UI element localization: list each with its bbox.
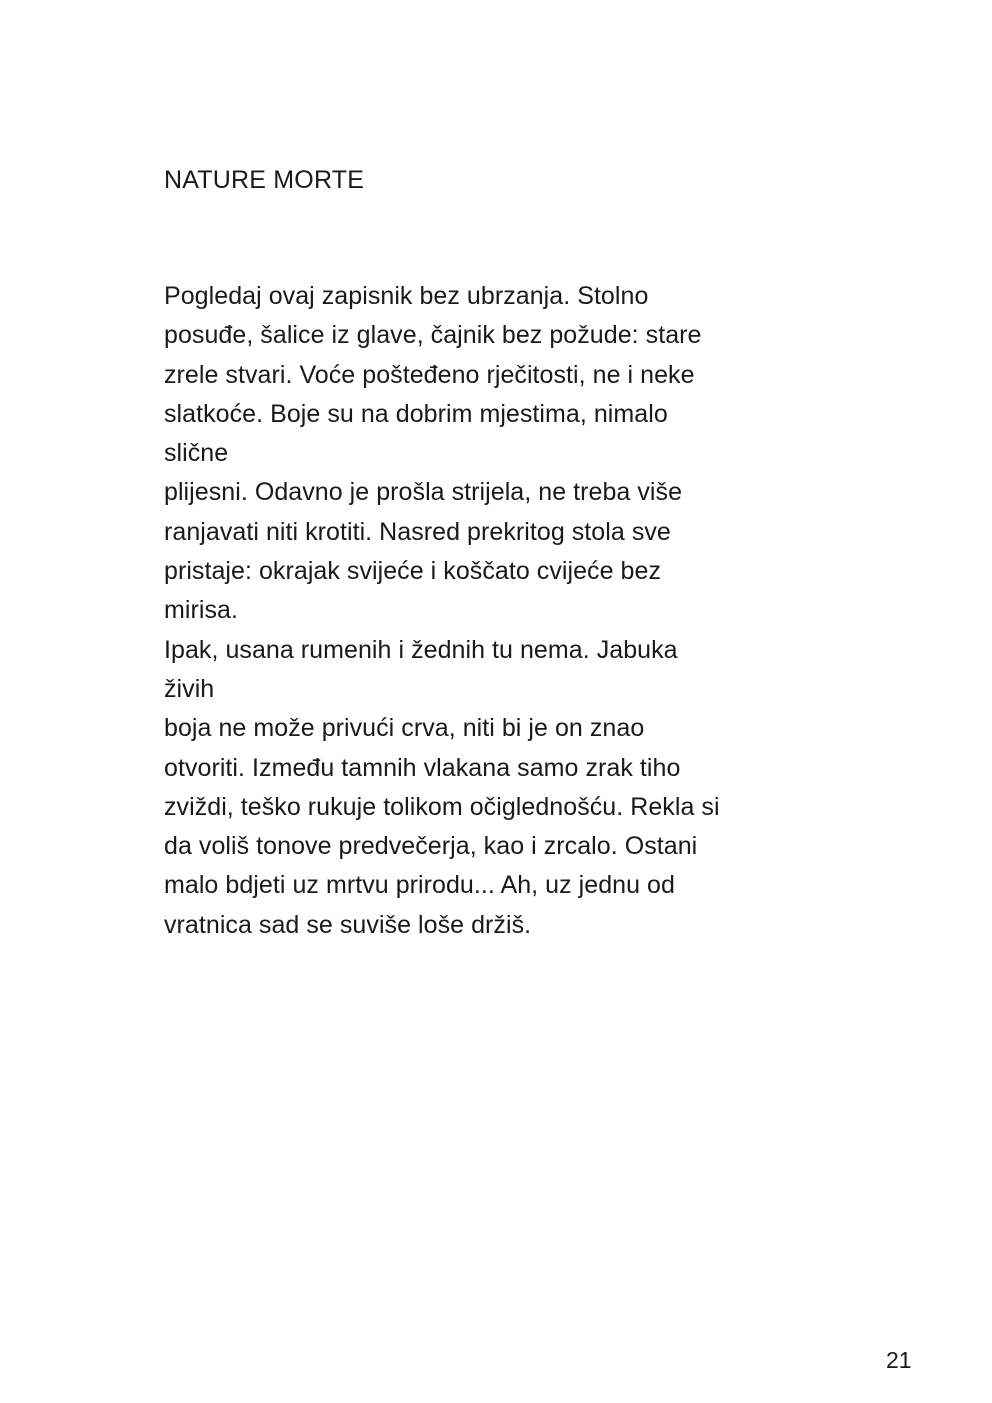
text-line: slatkoće. Boje su na dobrim mjestima, nimalo	[164, 399, 668, 428]
text-line: posuđe, šalice iz glave, čajnik bez požude: stare	[164, 321, 702, 350]
text-line: zrele stvari. Voće pošteđeno rječitosti, ne i neke	[164, 360, 695, 389]
text-line: živih	[164, 674, 215, 703]
page-number: 21	[886, 1347, 912, 1373]
text-line: Pogledaj ovaj zapisnik bez ubrzanja. Stolno	[164, 282, 649, 310]
text-line: slične	[164, 439, 229, 468]
text-line: zviždi, teško rukuje tolikom očiglednošću. Rekla si	[164, 792, 720, 821]
text-line: mirisa.	[164, 596, 238, 625]
poem-body	[164, 277, 884, 945]
text-line: da voliš tonove predvečerja, kao i zrcalo. Ostani	[164, 832, 698, 861]
text-line: otvoriti. Između tamnih vlakana samo zrak tiho	[164, 753, 681, 782]
text-line: vratnica sad se suviše loše držiš.	[164, 910, 532, 939]
text-line: Ipak, usana rumenih i žednih tu nema. Jabuka	[164, 635, 678, 664]
text-line: ranjavati niti krotiti. Nasred prekritog stola sve	[164, 517, 671, 546]
page-title: NATURE MORTE	[164, 166, 365, 194]
text-line: pristaje: okrajak svijeće i koščato cvijeće bez	[164, 557, 662, 586]
text-line: boja ne može privući crva, niti bi je on znao	[164, 714, 645, 743]
text-line: malo bdjeti uz mrtvu prirodu... Ah, uz jednu od	[164, 871, 675, 900]
text-line: plijesni. Odavno je prošla strijela, ne treba više	[164, 478, 683, 507]
